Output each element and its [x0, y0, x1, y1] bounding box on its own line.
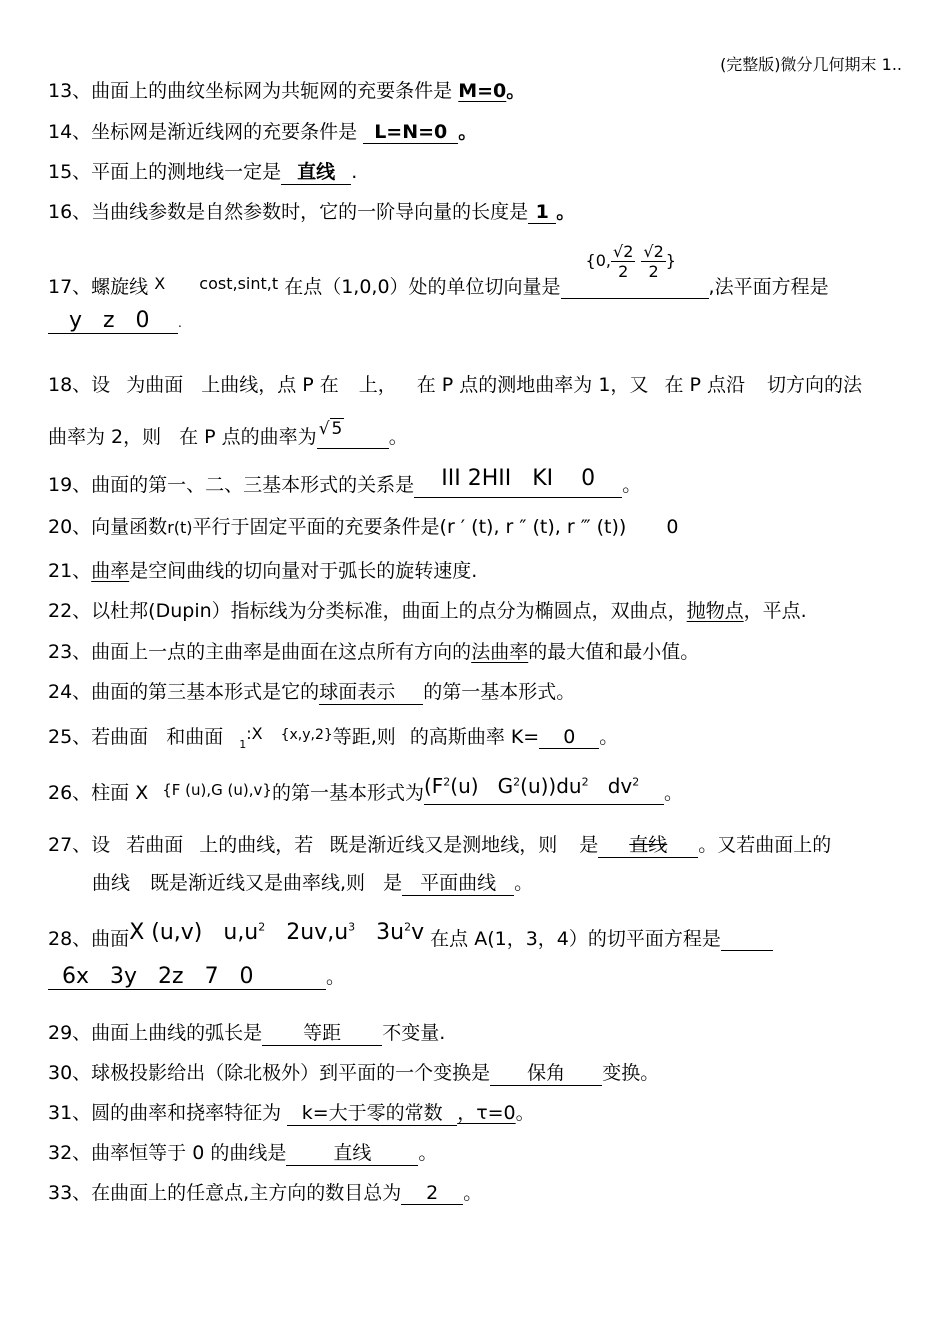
question-25: 25、若曲面 和曲面 $_1^{:X}$ $^{\{x,y,2\}}$等距,则 的高斯曲率 K= 0 。: [48, 724, 619, 751]
question-14: 14、坐标网是渐近线网的充要条件是 L=N=0 。: [48, 121, 478, 143]
question-32: 32、曲率恒等于 0 的曲线是 直线 。: [48, 1138, 437, 1166]
answer-31: k=大于零的常数: [287, 1098, 457, 1126]
answer-32: 直线: [286, 1138, 418, 1166]
answer-26: ($F^2(u)$ $G^2(u))du^2$ $dv^2$: [424, 780, 664, 805]
page-header: (完整版)微分几何期末 1..: [720, 55, 902, 74]
question-23: 23、曲面上一点的主曲率是曲面在这点所有方向的法曲率的最大值和最小值。: [48, 641, 700, 663]
answer-28: 6x 3y 2z 7 0 。: [48, 962, 345, 990]
question-27-line2: 曲线 既是渐近线又是曲率线,则 是 平面曲线 。: [92, 868, 533, 896]
answer-16: 1: [528, 201, 556, 224]
answer-25: 0: [539, 726, 599, 749]
question-13: 13、曲面上的曲纹坐标网为共轭网的充要条件是 M=0。: [48, 80, 526, 102]
answer-15: 直线: [281, 157, 351, 185]
answer-24: 球面表示: [319, 677, 423, 705]
question-30: 30、球极投影给出（除北极外）到平面的一个变换是 保角 变换。: [48, 1058, 659, 1086]
question-26: 26、柱面 X $^{\{F (u),G (u),v\}}$的第一基本形式为($F^2(u)$ $G^2(u))du^2$ $dv^2$。: [48, 774, 683, 804]
answer-20-expression: (r ′ (t), r ″ (t), r ‴ (t)): [439, 516, 627, 538]
question-28: 28、曲面X (u,v) $u,u^2$ $2uv,u^3$ $3u^2v$ 在点 A(1，3，4）的切平面方程是: [48, 924, 773, 951]
answer-27-a: 直线: [598, 830, 698, 858]
question-21: 21、曲率是空间曲线的切向量对于弧长的旋转速度.: [48, 560, 478, 582]
answer-33: 2: [401, 1182, 463, 1205]
question-24: 24、曲面的第三基本形式是它的球面表示 的第一基本形式。: [48, 677, 575, 705]
question-19: 19、曲面的第一、二、三基本形式的关系是 III 2HII KI 0 。: [48, 466, 642, 496]
question-17: 17、螺旋线 $^X$ $^{cost,sint,t}$ 在点（1,0,0）处的单位切向量是 {0, $\frac{√2}{2}$ $\frac{√2}{2}$ } ,法平面方程是: [48, 242, 829, 298]
question-18: 18、设 为曲面 上曲线，点 P 在 上， 在 P 点的测地曲率为 1，又 在 P 点沿 切方向的法: [48, 374, 862, 396]
question-27: 27、设 若曲面 上的曲线，若 既是渐近线又是测地线，则 是 直线 。又若曲面上的: [48, 830, 831, 858]
answer-17-plane: y z 0 .: [48, 308, 182, 334]
answer-27-b: 平面曲线: [402, 868, 514, 896]
answer-23: 法曲率: [471, 641, 529, 663]
question-29: 29、曲面上曲线的弧长是 等距 不变量.: [48, 1018, 445, 1046]
question-18-line2: 曲率为 2，则 在 P 点的曲率为 √ 5 。: [48, 419, 408, 448]
answer-22: 抛物点: [686, 600, 744, 622]
question-31: 31、圆的曲率和挠率特征为 k=大于零的常数 ，τ=0。: [48, 1098, 535, 1126]
answer-18: √ 5: [317, 426, 389, 449]
question-20: 20、向量函数r(t)平行于固定平面的充要条件是(r ′ (t), r ″ (t), r ‴ (t)) 0: [48, 516, 679, 538]
answer-30: 保角: [490, 1058, 602, 1086]
question-15: 15、平面上的测地线一定是 直线 .: [48, 157, 357, 185]
question-22: 22、以杜邦(Dupin）指标线为分类标准，曲面上的点分为椭圆点，双曲点，抛物点，平点.: [48, 600, 807, 622]
question-16: 16、当曲线参数是自然参数时，它的一阶导向量的长度是 1 。: [48, 201, 576, 223]
answer-21: 曲率: [91, 560, 130, 582]
answer-14: L=N=0: [363, 121, 458, 144]
answer-19: III 2HII KI 0: [414, 472, 622, 498]
answer-29: 等距: [262, 1018, 382, 1046]
answer-13: M=0: [458, 80, 507, 102]
answer-17-tangent: [561, 242, 689, 299]
question-33: 33、在曲面上的任意点,主方向的数目总为 2 。: [48, 1182, 483, 1204]
unit-tangent-vector: {0, $\frac{√2}{2}$ $\frac{√2}{2}$ }: [585, 242, 676, 281]
